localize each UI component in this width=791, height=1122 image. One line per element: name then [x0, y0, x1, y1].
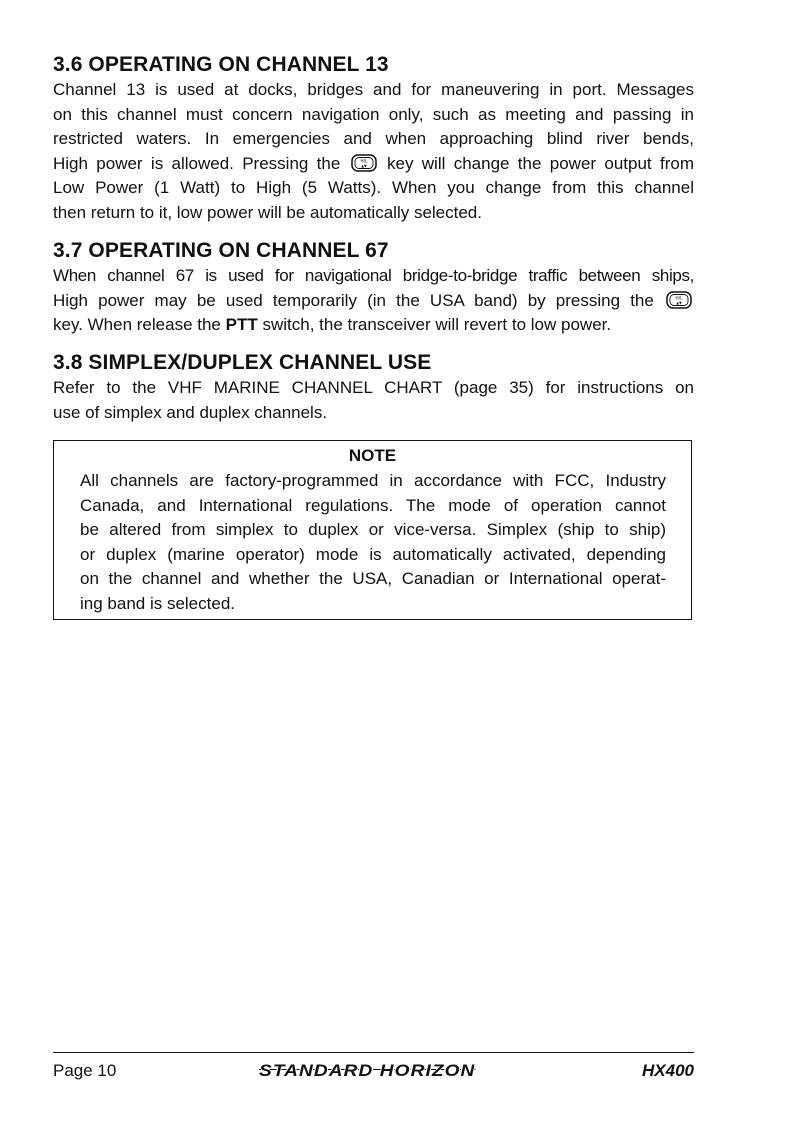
text-line: Channel 13 is used at docks, bridges and for maneuvering in port. Messages	[53, 80, 694, 99]
page-footer	[53, 1059, 694, 1083]
section-3-7-body	[53, 264, 694, 338]
ptt-label: PTT	[225, 315, 258, 335]
svg-text:▲▼: ▲▼	[360, 163, 367, 168]
text-line: restricted waters. In emergencies and when approaching blind river bends,	[53, 129, 694, 149]
text-line: Canada, and International regulations. The mode of operation cannot	[80, 495, 666, 515]
section-3-8-heading: 3.8 SIMPLEX/DUPLEX CHANNEL USE	[53, 351, 432, 374]
section-3-8	[53, 350, 694, 425]
svg-text:H/L: H/L	[360, 158, 368, 164]
section-3-7-heading: 3.7 OPERATING ON CHANNEL 67	[53, 239, 389, 262]
text-fragment: key. When release the	[53, 315, 221, 335]
note-box	[53, 440, 692, 620]
text-line: Refer to the VHF MARINE CHANNEL CHART (page 35) for instructions on	[53, 378, 694, 397]
text-fragment: key will change the power output from	[386, 153, 694, 173]
section-3-6-heading: 3.6 OPERATING ON CHANNEL 13	[53, 53, 389, 76]
hl-power-key-icon	[351, 154, 377, 172]
text-line: When channel 67 is used for navigational bridge-to-bridge traffic between ships,	[53, 266, 694, 285]
model-name: HX400	[642, 1061, 694, 1080]
text-line: be altered from simplex to duplex or vice-versa. Simplex (ship to ship)	[80, 520, 666, 540]
section-3-7	[53, 238, 694, 338]
text-line: then return to it, low power will be automatically selected.	[53, 202, 482, 222]
text-line: or duplex (marine operator) mode is automatically activated, depending	[80, 544, 666, 564]
text-fragment: High power is allowed. Pressing the	[53, 153, 341, 173]
svg-text:H/L: H/L	[675, 295, 683, 301]
note-title: NOTE	[348, 446, 397, 465]
hl-power-key-icon	[666, 291, 692, 309]
footer-rule	[53, 1052, 694, 1053]
svg-text:▲▼: ▲▼	[676, 300, 682, 305]
section-3-8-body	[53, 376, 694, 425]
text-fragment: High power may be used temporarily (in the USA band) by pressing the	[53, 290, 654, 310]
page-number: Page 10	[53, 1061, 117, 1080]
text-line: on this channel must concern navigation only, such as meeting and passing in	[53, 104, 694, 124]
text-line: use of simplex and duplex channels.	[53, 402, 328, 422]
text-fragment: switch, the transceiver will revert to low power.	[262, 315, 612, 335]
text-line	[53, 313, 694, 338]
brand-logo-text: STANDARD HORIZON	[259, 1061, 476, 1080]
text-line: on the channel and whether the USA, Canadian or International operat-	[80, 569, 666, 589]
text-line: Low Power (1 Watt) to High (5 Watts). When you change from this channel	[53, 178, 694, 198]
text-line-with-key	[53, 152, 694, 177]
text-line-with-key	[53, 289, 694, 314]
section-3-6-body	[53, 78, 694, 226]
note-body	[80, 469, 666, 617]
section-3-6	[53, 52, 694, 226]
text-line: ing band is selected.	[80, 593, 235, 613]
text-line: All channels are factory-programmed in accordance with FCC, Industry	[80, 471, 666, 490]
